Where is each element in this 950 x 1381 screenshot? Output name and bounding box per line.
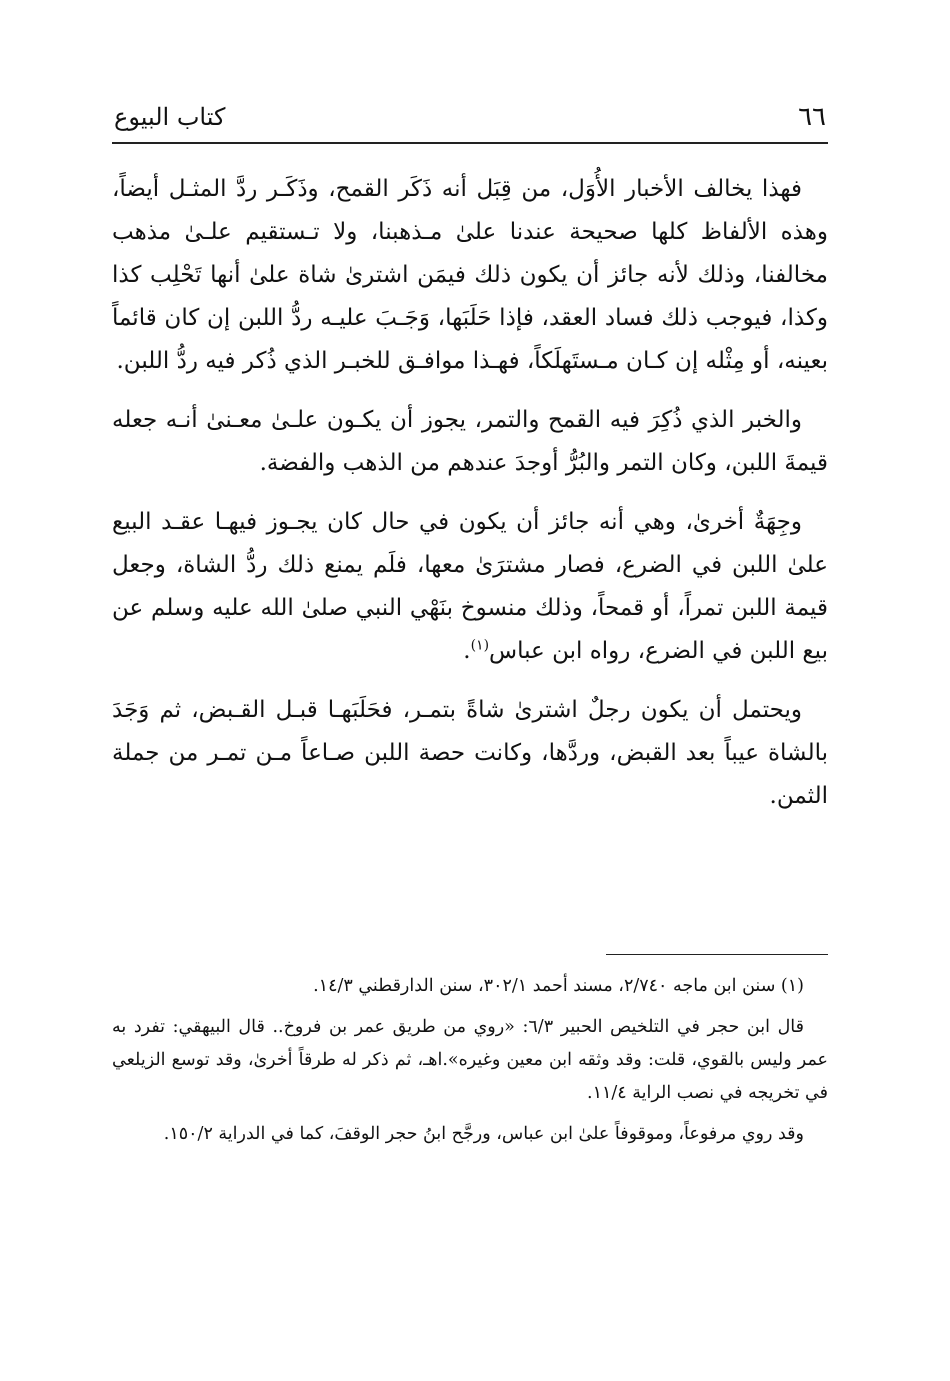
paragraph: ويحتمل أن يكون رجلٌ اشترىٰ شاةً بتمـر، فحَلَبَهـا قبـل القـبض، ثم وَجَدَ بالشاة عيباً بعد القبض، وردَّها، وكانت حصة اللبن صـاعاً مـن تمـر من جملة الثمن.	[112, 697, 828, 809]
page-number: ٦٦	[798, 102, 826, 132]
footnote-reference: (١)	[470, 637, 490, 654]
footnote: وقد روي مرفوعاً، وموقوفاً علىٰ ابن عباس، ورجَّح ابنُ حجر الوقفَ، كما في الدراية ١٥٠/٢.	[163, 1124, 804, 1144]
paragraph-text: وجِهَةٌ أخرىٰ، وهي أنه جائز أن يكون في حال كان يجـوز فيهـا عقـد البيع علىٰ اللبن في الضرع، فصار مشترَىٰ معها، فلَم يمنع ذلك ردُّ الشاة، وجعل قيمة اللبن تمراً، أو قمحاً، وذلك منسوخ بنَهْي النبي صلىٰ الله عليه وسلم عن بيع اللبن في الضرع، رواه ابن عباس	[112, 509, 828, 664]
footnote: (١) سنن ابن ماجه ٢/٧٤٠، مسند أحمد ٣٠٢/١، سنن الدارقطني ١٤/٣.	[313, 976, 804, 996]
paragraph: فهذا يخالف الأخبار الأُوَل، من قِبَل أنه ذَكَر القمح، وذَكَـر ردَّ المثـل أيضاً، وهذه الألفاظ كلها صحيحة عندنا علىٰ مـذهبنا، ولا تـستقيم علـىٰ مذهب مخالفنا، وذلك لأنه جائز أن يكون ذلك فيمَن اشترىٰ شاة علىٰ أنها تَحْلِب كذا وكذا، فيوجب ذلك فساد العقد، فإذا حَلَبَها، وَجَـبَ عليـه ردُّ اللبن إن كان قائماً بعينه، أو مِثْله إن كـان مـستَهلَكاً، فهـذا موافـق للخبـر الذي ذُكر فيه ردُّ اللبن.	[112, 176, 828, 374]
footnote: قال ابن حجر في التلخيص الحبير ٦/٣: «روي من طريق عمر بن فروخ.. قال البيهقي: تفرد به عمر وليس بالقوي، قلت: وقد وثقه ابن معين وغيره».اهـ، ثم ذكر له طرقاً أخرىٰ، وقد توسع الزيلعي في تخريجه في نصب الراية ١١/٤.	[112, 1017, 828, 1103]
footnote-separator	[606, 954, 828, 955]
main-text	[112, 168, 828, 818]
paragraph: والخبر الذي ذُكِرَ فيه القمح والتمر، يجوز أن يكـون علـىٰ معـنىٰ أنـه جعله قيمةَ اللبن، وكان التمر والبُرُّ أوجدَ عندهم من الذهب والفضة.	[112, 407, 828, 476]
paragraph-end-mark: .	[463, 638, 471, 664]
footnotes	[112, 970, 828, 1159]
paragraph	[112, 501, 828, 673]
chapter-title: كتاب البيوع	[114, 103, 226, 131]
book-page	[112, 100, 828, 1144]
running-header	[112, 100, 828, 144]
